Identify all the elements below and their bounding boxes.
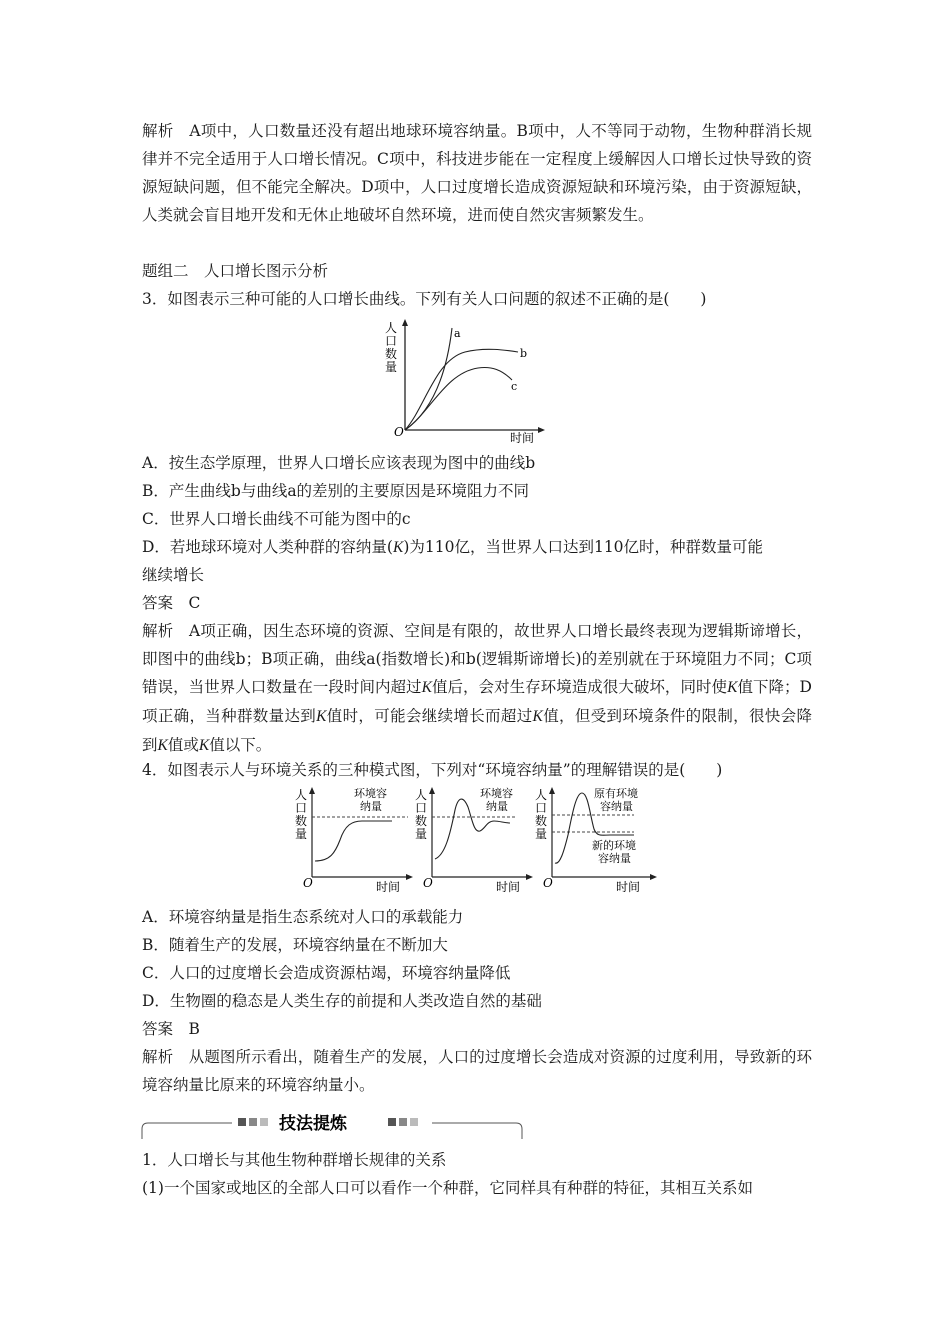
fig3-ylabel-3: 数: [534, 814, 548, 828]
q3-stem: 3．如图表示三种可能的人口增长曲线。下列有关人口问题的叙述不正确的是( ): [142, 290, 707, 308]
q3-analysis-p7: 值以下。: [209, 736, 272, 754]
q3-growth-curve-figure: [380, 318, 550, 448]
fig2-ylabel-1: 人: [414, 788, 428, 802]
fig2-ylabel-2: 口: [414, 801, 428, 815]
q3-option-b: B．产生曲线b与曲线a的差别的主要原因是环境阻力不同: [142, 482, 530, 500]
q4-option-c: C．人口的过度增长会造成资源枯竭，环境容纳量降低: [142, 964, 511, 982]
y-axis-arrow: [402, 319, 408, 326]
curve-a: [405, 328, 452, 430]
fig1-ylabel-2: 口: [294, 801, 308, 815]
fig2-xlabel: 时间: [496, 880, 521, 894]
fig2-capacity-label-1: 环境容: [480, 787, 513, 800]
y-axis-label-1: 人: [384, 321, 398, 335]
y-axis-label-4: 量: [384, 360, 398, 374]
section-banner: [140, 1105, 525, 1141]
section-title: 技法提炼: [279, 1114, 347, 1134]
fig3-origin: O: [543, 876, 553, 890]
q4-option-d: D．生物圈的稳态是人类生存的前提和人类改造自然的基础: [142, 992, 542, 1010]
curve-a-label: a: [454, 327, 461, 340]
q3-analysis-k5: K: [157, 737, 168, 754]
q3-analysis-p4: 值时，可能会继续增长而超过: [326, 707, 533, 725]
banner-square-1: [238, 1118, 246, 1126]
fig3-xlabel: 时间: [616, 880, 641, 894]
fig3-x-arrow: [650, 874, 657, 880]
fig3-ylabel-4: 量: [534, 827, 548, 841]
banner-square-4: [388, 1118, 396, 1126]
fig2-ylabel-3: 数: [414, 814, 428, 828]
x-axis-label: 时间: [510, 431, 535, 445]
q3-analysis: [142, 617, 812, 760]
curve-c: [405, 368, 512, 431]
fig1-ylabel-4: 量: [294, 827, 308, 841]
fig3-ylabel-2: 口: [534, 801, 548, 815]
y-axis-label-3: 数: [384, 347, 398, 361]
q4-answer: 答案 B: [142, 1020, 200, 1038]
fig1-capacity-label-1: 环境容: [354, 787, 387, 800]
q3-analysis-k4: K: [532, 708, 543, 725]
q3-option-d: [142, 533, 763, 562]
fig1-ylabel-3: 数: [294, 814, 308, 828]
q4-option-b: B．随着生产的发展，环境容纳量在不断加大: [142, 936, 448, 954]
fig2-y-arrow: [429, 787, 435, 794]
fig3-old-capacity-label-2: 容纳量: [600, 800, 633, 813]
q3-analysis-k3: K: [316, 708, 327, 725]
curve-b-label: b: [520, 347, 528, 360]
q3-analysis-p2: 值后，会对生存环境造成很大破坏，同时使: [431, 678, 728, 696]
fig2-x-arrow: [526, 874, 533, 880]
fig1-curve: [315, 821, 392, 861]
q3-option-d-part1: D．若地球环境对人类种群的容纳量(: [142, 538, 393, 556]
fig2-origin: O: [423, 876, 433, 890]
banner-square-2: [249, 1118, 257, 1126]
q3-analysis-k1: K: [421, 679, 432, 696]
fig1-x-arrow: [406, 874, 413, 880]
q2-analysis: 解析 A项中，人口数量还没有超出地球环境容纳量。B项中，人不等同于动物，生物种群消长规律并不完全适用于人口增长情况。C项中，科技进步能在一定程度上缓解因人口增长过快导致的资源短缺问题，但不能完全解决。D项中，人口过度增长造成资源短缺和环境污染，由于资源短缺，人类就会盲目地开发和无休止地破坏自然环境，进而使自然灾害频繁发生。: [142, 122, 812, 224]
q3-option-c: C．世界人口增长曲线不可能为图中的c: [142, 510, 411, 528]
point1-title: 1．人口增长与其他生物种群增长规律的关系: [142, 1151, 447, 1169]
x-axis-arrow: [538, 427, 545, 433]
point1-text: (1)一个国家或地区的全部人口可以看作一个种群，它同样具有种群的特征，其相互关系如: [142, 1179, 753, 1197]
q3-option-d-cont: 继续增长: [142, 566, 205, 584]
q3-analysis-p3: 值下降；D项正确，当种群数量达到: [142, 678, 812, 725]
q3-option-a: A．按生态学原理，世界人口增长应该表现为图中的曲线b: [142, 454, 536, 472]
banner-square-3: [260, 1118, 268, 1126]
fig3-y-arrow: [549, 787, 555, 794]
q3-analysis-p6: 值或: [167, 736, 199, 754]
curve-b: [405, 349, 518, 430]
q3-analysis-p1: 解析 A项正确，因生态环境的资源、空间是有限的，故世界人口增长最终表现为逻辑斯谛增长，即图中的曲线b；B项正确，曲线a(指数增长)和b(逻辑斯谛增长)的差别就在于环境阻力不同；C项错误，当世界人口数量在一段时间内超过: [142, 622, 812, 696]
fig2-ylabel-4: 量: [414, 827, 428, 841]
q3-answer: 答案 C: [142, 594, 201, 612]
q4-option-a: A．环境容纳量是指生态系统对人口的承载能力: [142, 908, 464, 926]
fig1-capacity-label-2: 纳量: [360, 800, 382, 813]
fig1-ylabel-1: 人: [294, 788, 308, 802]
q3-analysis-k2: K: [727, 679, 738, 696]
origin-label: O: [394, 425, 404, 439]
fig3-ylabel-1: 人: [534, 788, 548, 802]
fig1-xlabel: 时间: [376, 880, 401, 894]
q3-analysis-k6: K: [198, 737, 210, 754]
q4-stem: 4．如图表示人与环境关系的三种模式图，下列对“环境容纳量”的理解错误的是( ): [142, 761, 723, 779]
y-axis-label-2: 口: [384, 334, 398, 348]
q4-figure-1: [295, 786, 413, 894]
fig3-new-capacity-label-2: 容纳量: [598, 852, 631, 865]
banner-square-5: [399, 1118, 407, 1126]
banner-square-6: [410, 1118, 418, 1126]
fig1-y-arrow: [309, 787, 315, 794]
fig1-origin: O: [303, 876, 313, 890]
q4-analysis: 解析 从题图所示看出，随着生产的发展，人口的过度增长会造成对资源的过度利用，导致新的环境容纳量比原来的环境容纳量小。: [142, 1048, 812, 1094]
q4-figure-2: [415, 786, 533, 894]
fig3-old-capacity-label-1: 原有环境: [594, 787, 638, 800]
q4-figures: [290, 785, 670, 895]
fig3-new-capacity-label-1: 新的环境: [592, 839, 636, 852]
curve-c-label: c: [511, 380, 518, 393]
fig2-capacity-label-2: 纳量: [486, 800, 508, 813]
group2-title: 题组二 人口增长图示分析: [142, 262, 329, 280]
q3-option-d-k: K: [392, 539, 404, 556]
q4-figure-3: [535, 786, 657, 894]
q3-option-d-part2: )为110亿，当世界人口达到110亿时，种群数量可能: [403, 538, 764, 556]
q3-analysis-p5: 值，但受到环境条件的限制，很快会降到: [142, 707, 812, 754]
